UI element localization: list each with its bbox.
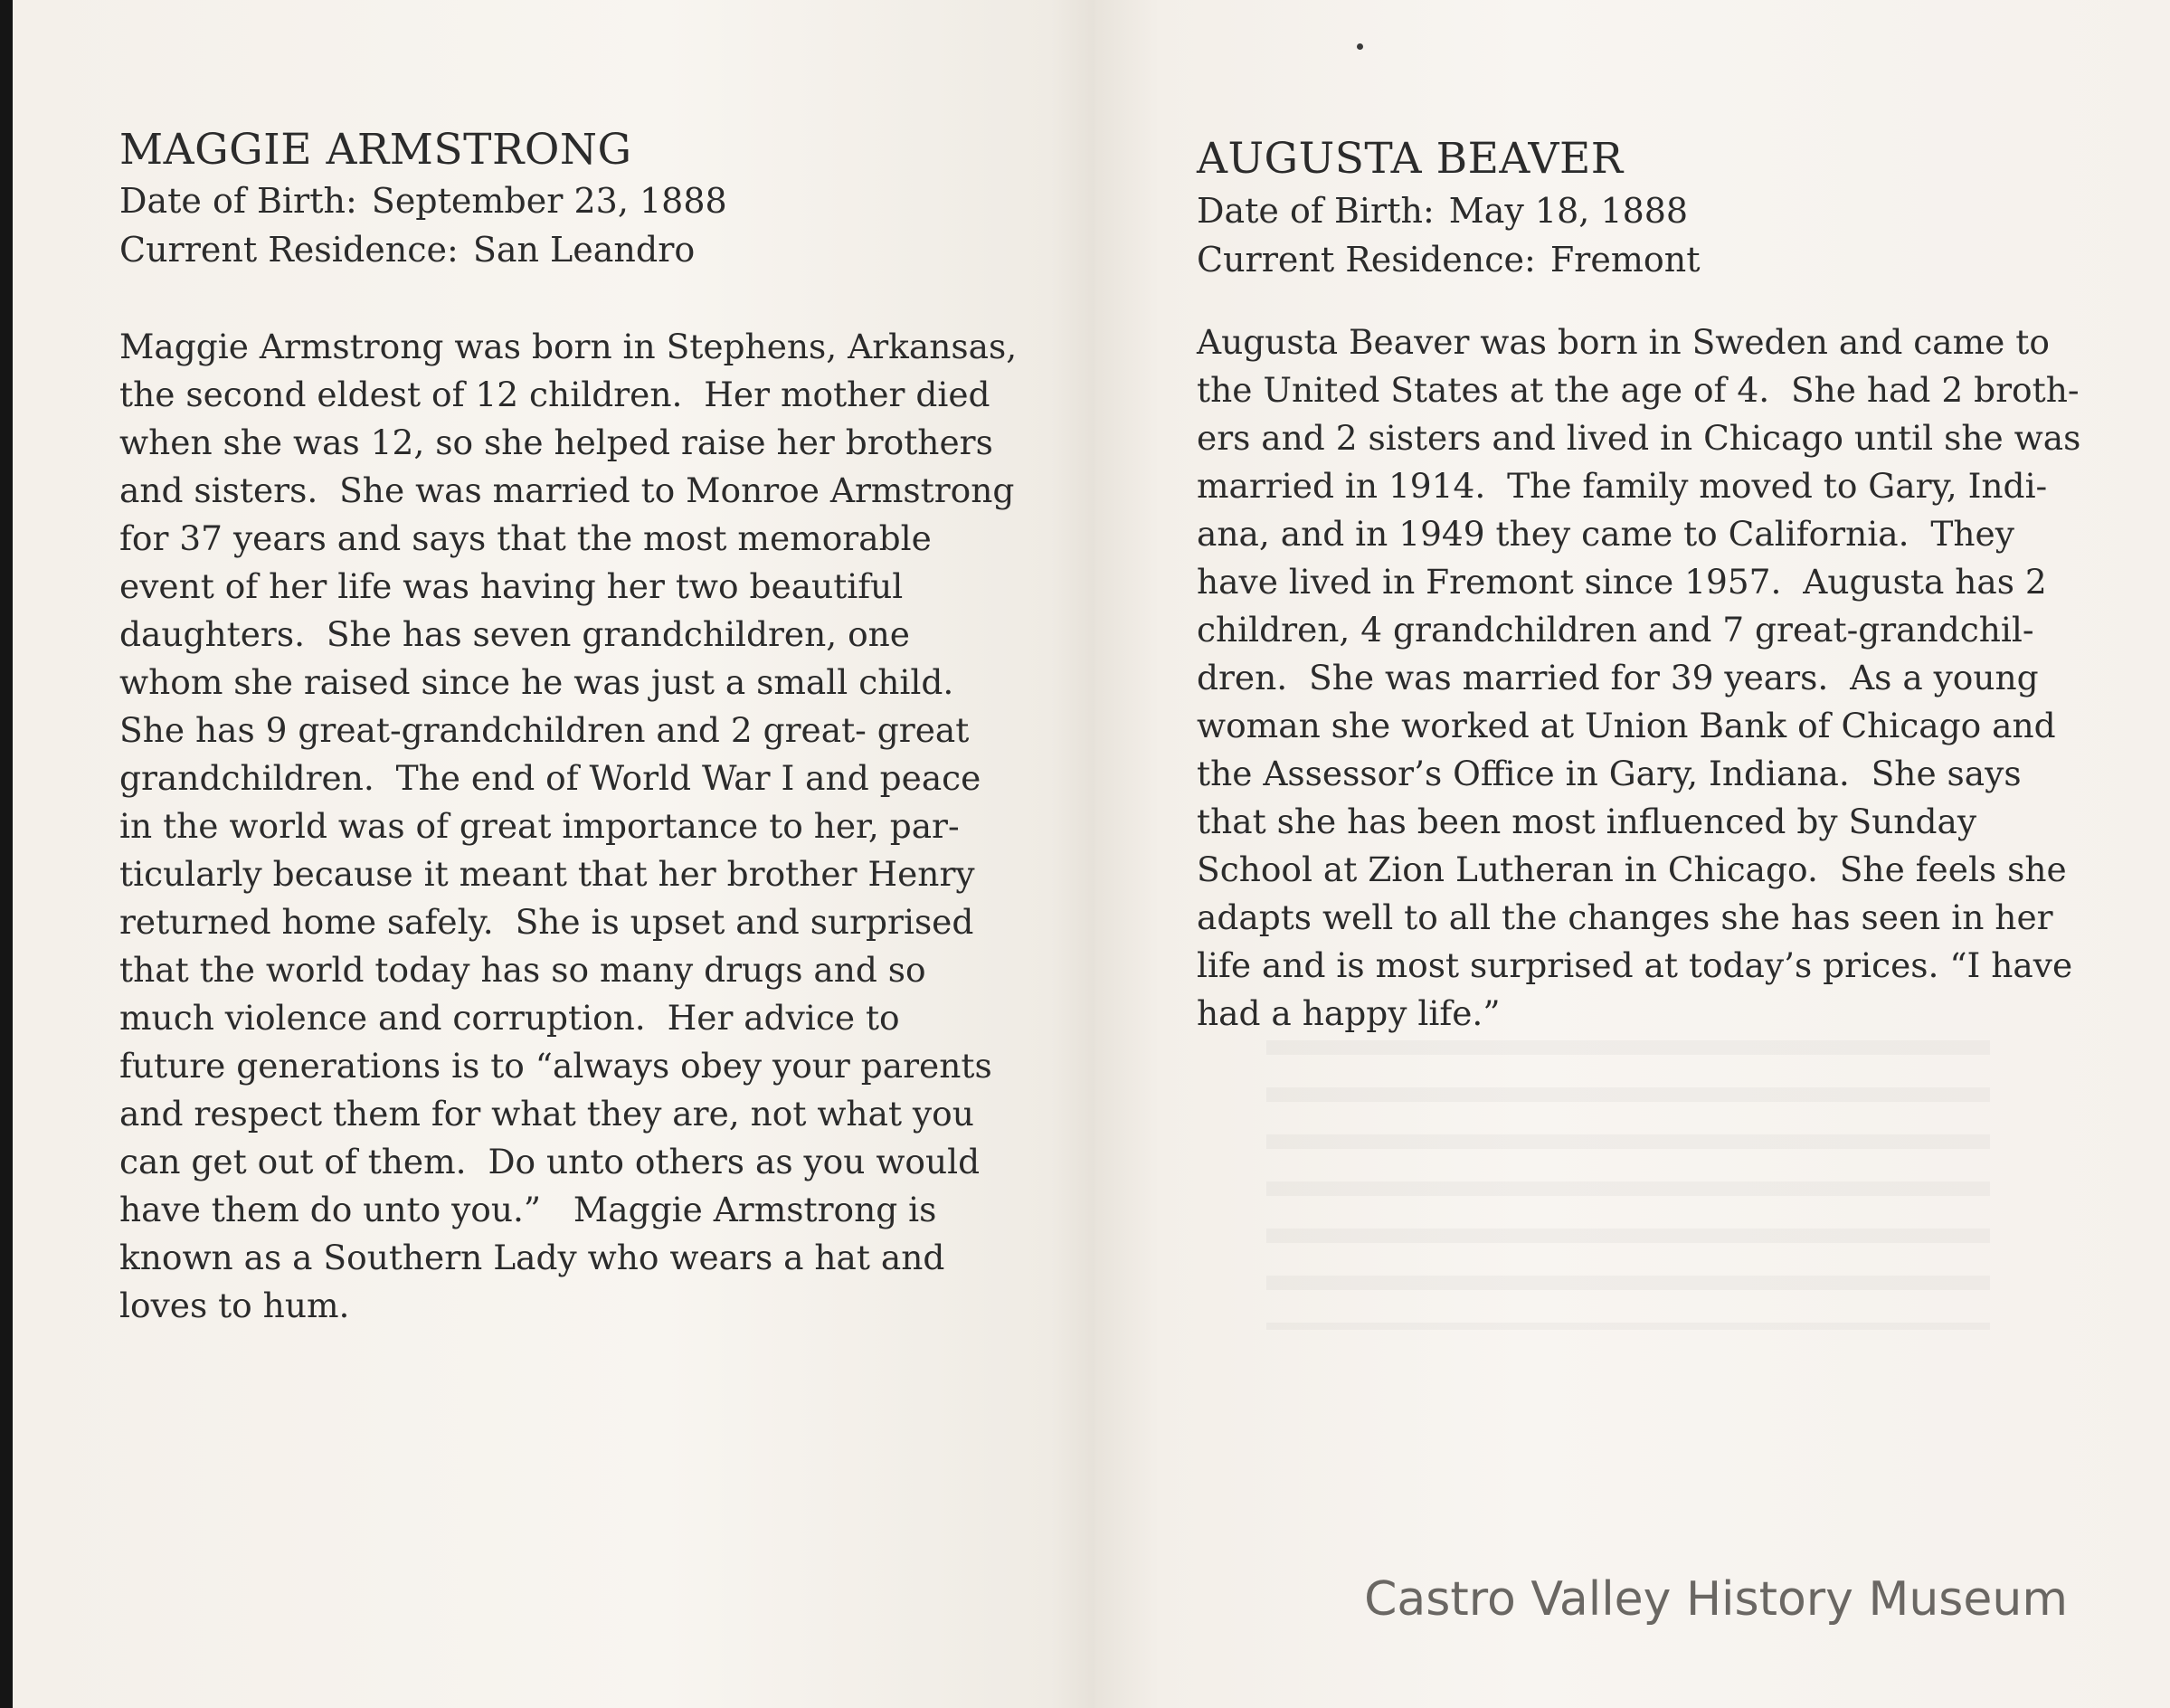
right-residence-label: Current Residence: xyxy=(1197,240,1536,280)
right-bio-line: children, 4 grandchildren and 7 great-grandchil- xyxy=(1197,610,2034,650)
left-bio-line: daughters. She has seven grandchildren, one xyxy=(119,614,910,654)
left-bio-line: She has 9 great-grandchildren and 2 great- great xyxy=(119,710,970,750)
right-bio-line: School at Zion Lutheran in Chicago. She feels she xyxy=(1197,849,2067,889)
left-person-details xyxy=(119,176,727,274)
left-bio-line: for 37 years and says that the most memorable xyxy=(119,518,932,558)
right-bio-line: married in 1914. The family moved to Gary, Indi- xyxy=(1197,466,2048,506)
print-speck xyxy=(1357,43,1363,50)
left-person-name: MAGGIE ARMSTRONG xyxy=(119,125,632,175)
left-bio-line: can get out of them. Do unto others as you would xyxy=(119,1142,981,1181)
right-bio-line: the United States at the age of 4. She had 2 broth- xyxy=(1197,370,2080,410)
right-dob-value: May 18, 1888 xyxy=(1448,191,1689,231)
left-biography xyxy=(119,323,1024,1330)
left-bio-line: event of her life was having her two beautiful xyxy=(119,566,904,606)
left-bio-line: have them do unto you.” Maggie Armstrong is xyxy=(119,1190,937,1229)
right-bio-line: have lived in Fremont since 1957. Augusta has 2 xyxy=(1197,562,2047,602)
left-bio-line: ticularly because it meant that her brother Henry xyxy=(119,854,975,894)
left-bio-line: and respect them for what they are, not what you xyxy=(119,1094,974,1134)
right-dob-label: Date of Birth: xyxy=(1197,191,1435,231)
right-bio-line: woman she worked at Union Bank of Chicago and xyxy=(1197,706,2056,745)
right-bio-line: had a happy life.” xyxy=(1197,993,1501,1033)
left-bio-line: future generations is to “always obey your parents xyxy=(119,1046,992,1086)
left-bio-line: Maggie Armstrong was born in Stephens, Arkansas, xyxy=(119,327,1018,366)
right-bio-line: ers and 2 sisters and lived in Chicago until she was xyxy=(1197,418,2081,458)
right-bio-line: ana, and in 1949 they came to California. They xyxy=(1197,514,2014,554)
right-residence-row xyxy=(1197,235,1701,284)
right-residence-value: Fremont xyxy=(1549,240,1701,280)
left-page xyxy=(13,0,1094,1708)
left-bio-line: known as a Southern Lady who wears a hat and xyxy=(119,1238,945,1277)
right-bio-line: that she has been most influenced by Sunday xyxy=(1197,802,1977,841)
left-bio-line: grandchildren. The end of World War I and peace xyxy=(119,758,981,798)
left-residence-row xyxy=(119,225,727,274)
booklet-edge xyxy=(0,0,13,1708)
left-dob-label: Date of Birth: xyxy=(119,181,357,221)
left-residence-label: Current Residence: xyxy=(119,230,459,270)
right-person-name: AUGUSTA BEAVER xyxy=(1197,134,1624,184)
right-bio-line: dren. She was married for 39 years. As a young xyxy=(1197,658,2039,697)
bleed-through-text xyxy=(1266,1040,1990,1330)
left-bio-line: much violence and corruption. Her advice to xyxy=(119,998,900,1038)
right-bio-line: the Assessor’s Office in Gary, Indiana. She says xyxy=(1197,754,2022,793)
right-page xyxy=(1094,0,2170,1708)
left-bio-line: whom she raised since he was just a small child. xyxy=(119,662,954,702)
left-bio-line: in the world was of great importance to her, par- xyxy=(119,806,960,846)
left-bio-line: the second eldest of 12 children. Her mother died xyxy=(119,375,990,414)
left-bio-line: that the world today has so many drugs and so xyxy=(119,950,926,990)
right-bio-line: Augusta Beaver was born in Sweden and came to xyxy=(1197,322,2050,362)
left-dob-row xyxy=(119,176,727,225)
left-residence-value: San Leandro xyxy=(472,230,696,270)
right-biography xyxy=(1197,318,2101,1038)
right-bio-line: adapts well to all the changes she has seen in her xyxy=(1197,897,2053,937)
museum-watermark: Castro Valley History Museum xyxy=(1364,1572,2068,1627)
right-person-details xyxy=(1197,186,1701,284)
left-dob-value: September 23, 1888 xyxy=(371,181,727,221)
right-dob-row xyxy=(1197,186,1701,235)
left-bio-line: when she was 12, so she helped raise her brothers xyxy=(119,422,993,462)
left-bio-line: and sisters. She was married to Monroe Armstrong xyxy=(119,470,1015,510)
left-bio-line: loves to hum. xyxy=(119,1286,350,1325)
right-bio-line: life and is most surprised at today’s prices. “I have xyxy=(1197,945,2073,985)
left-bio-line: returned home safely. She is upset and surprised xyxy=(119,902,974,942)
